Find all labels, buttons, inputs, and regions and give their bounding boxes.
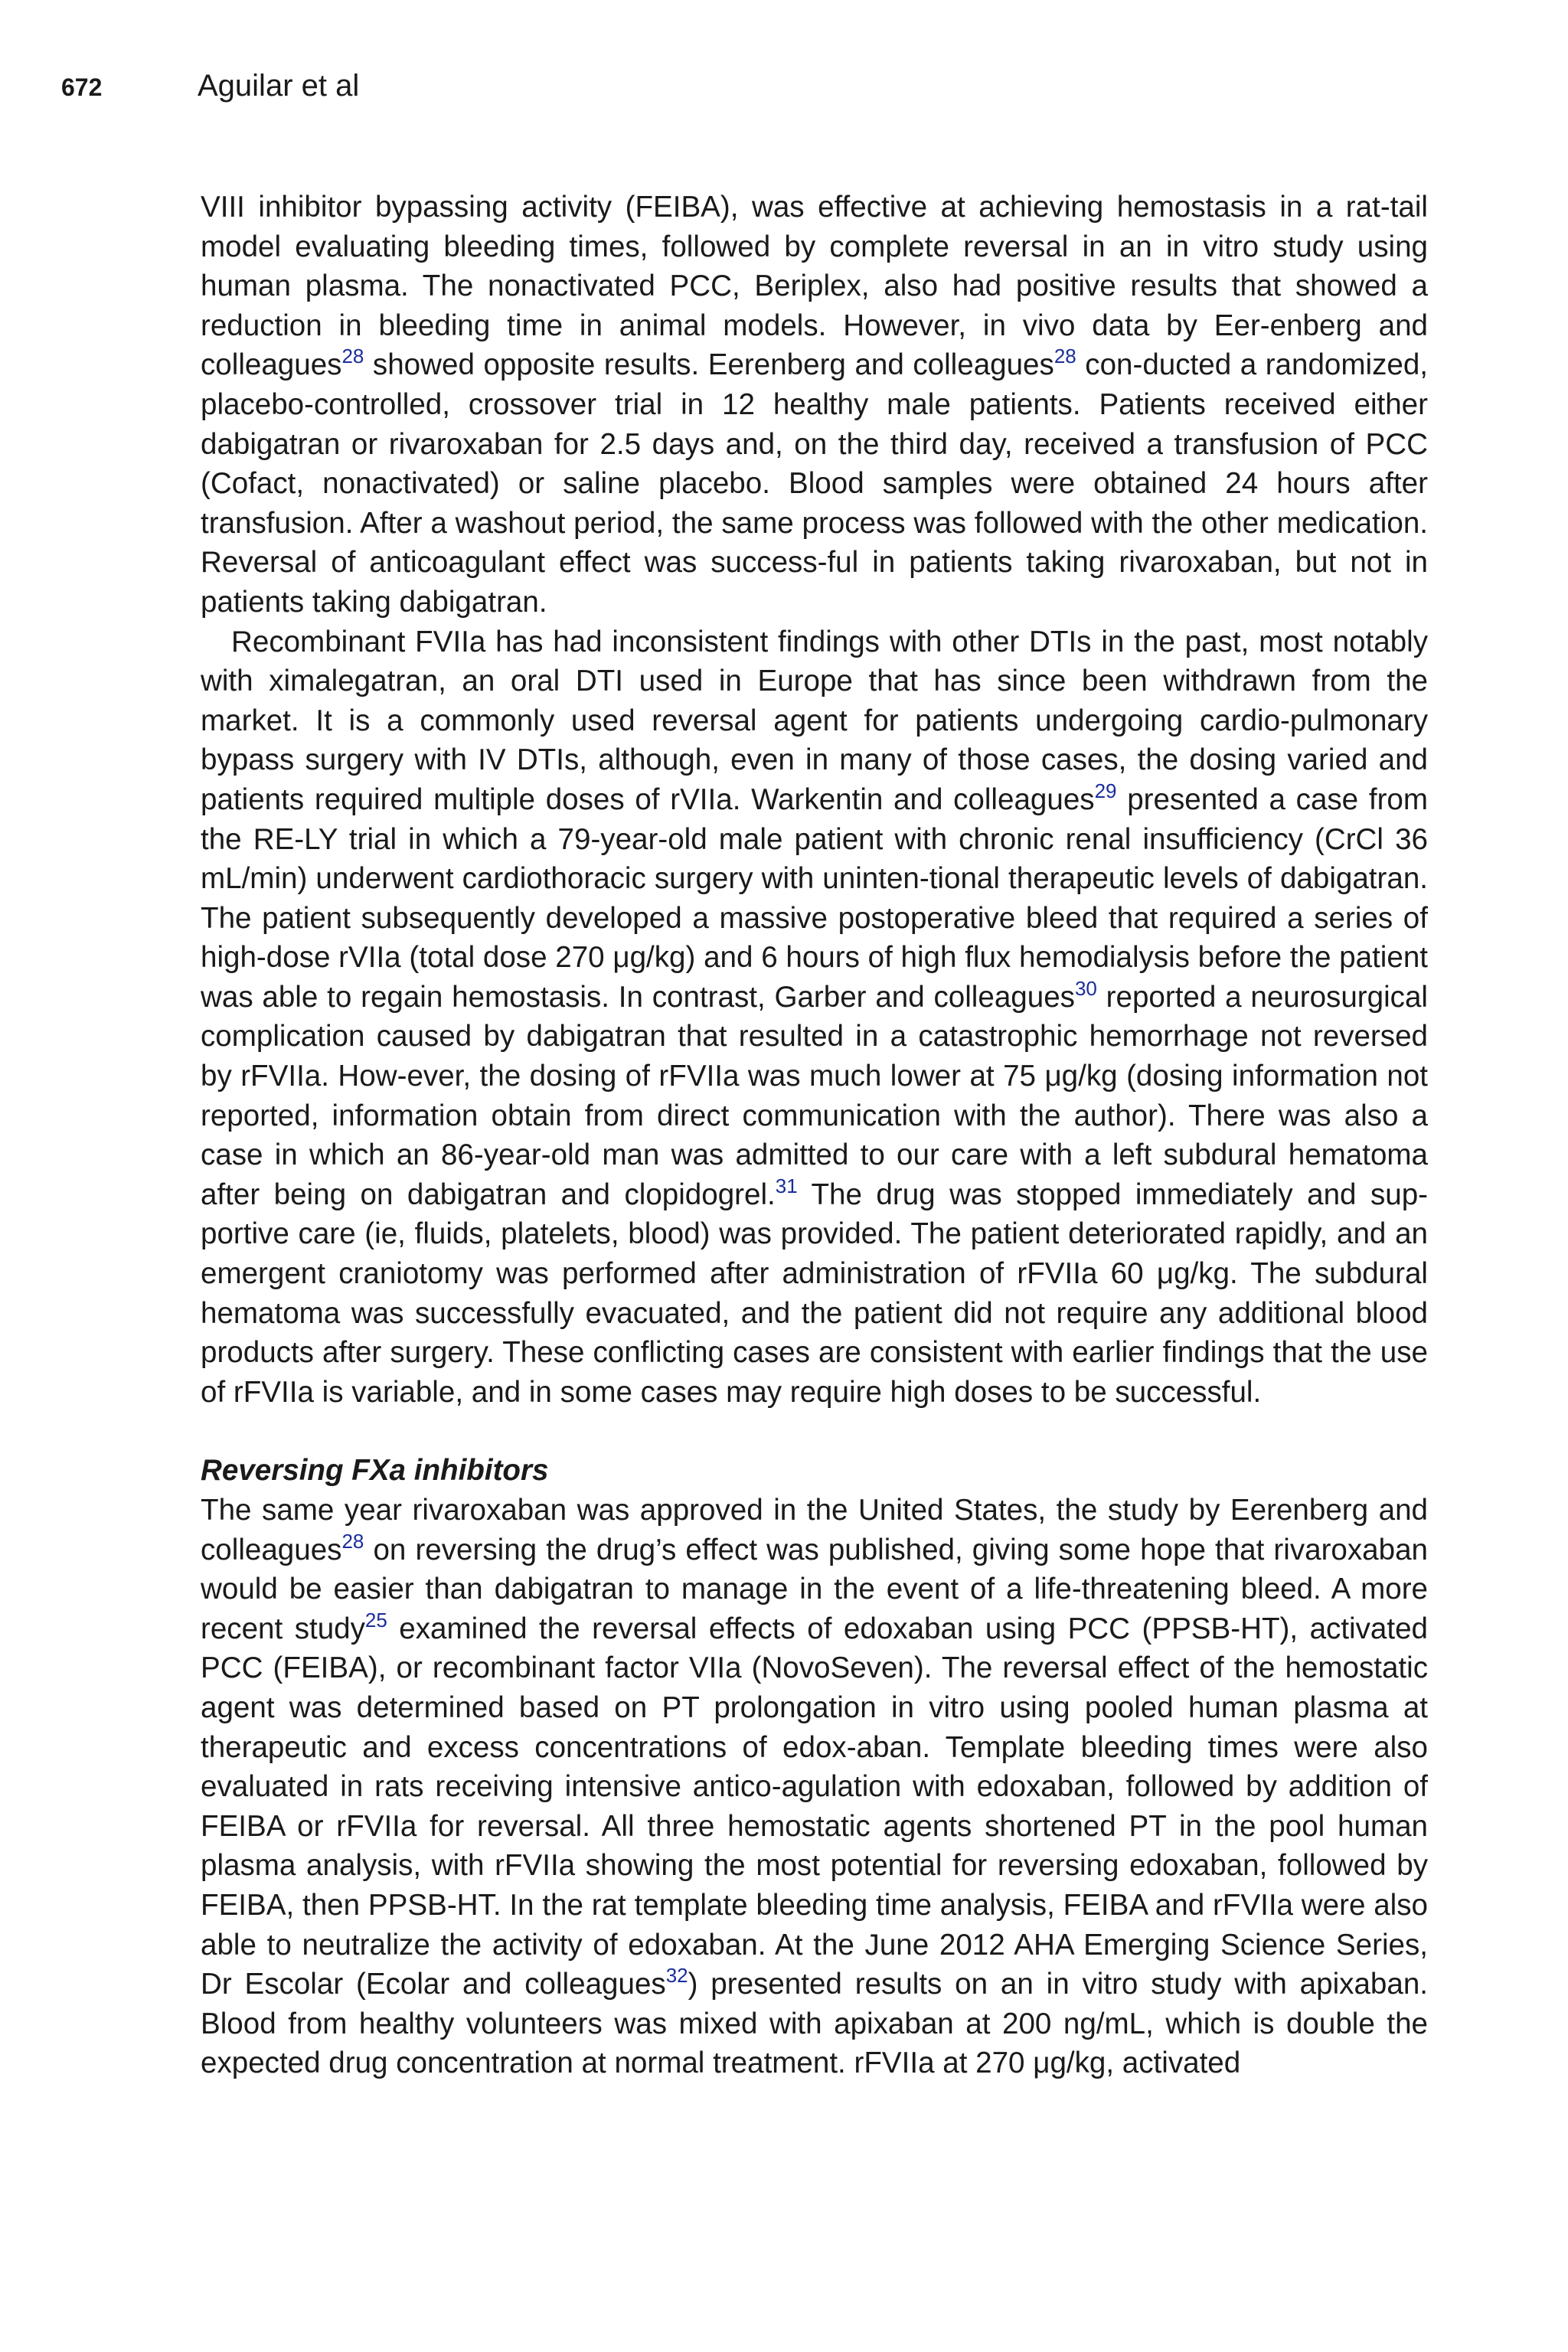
running-header — [61, 64, 359, 109]
article-body — [201, 188, 1428, 2083]
paragraph-1: VIII inhibitor bypassing activity (FEIBA), was effective at achieving hemostasis in a rat-tail model evaluating bleeding times, followed by complete reversal in an in vitro study using human plasma. The nonactivated PCC, Beriplex, also had positive results that showed a reduction in bleeding time in animal models. However, in vivo data by Eer-enberg and colleagues$^{28}$ showed opposite results. Eerenberg and colleagues$^{28}$ con-ducted a randomized, placebo-controlled, crossover trial in 12 healthy male patients. Patients received either dabigatran or rivaroxaban for 2.5 days and, on the third day, received a transfusion of PCC (Cofact, nonactivated) or saline placebo. Blood samples were obtained 24 hours after transfusion. After a washout period, the same process was followed with the other medication. Reversal of anticoagulant effect was success-ful in patients taking rivaroxaban, but not in patients taking dabigatran. — [201, 191, 1429, 619]
reference-28[interactable]: 28 — [1054, 345, 1076, 368]
paragraph-3: The same year rivaroxaban was approved in the United States, the study by Eerenberg and colleagues$^{28}$ on reversing the drug’s effect was published, giving some hope that rivaroxaban would be easier than dabigatran to manage in the event of a life-threatening bleed. A more recent study$^{25}$ examined the reversal effects of edoxaban using PCC (PPSB-HT), activated PCC (FEIBA), or recombinant factor VIIa (NovoSeven). The reversal effect of the hemostatic agent was determined based on PT prolongation in vitro using pooled human plasma at therapeutic and excess concentrations of edox-aban. Template bleeding times were also evaluated in rats receiving intensive antico-agulation with edoxaban, followed by addition of FEIBA or rFVIIa for reversal. All three hemostatic agents shortened PT in the pool human plasma analysis, with rFVIIa showing the most potential for reversing edoxaban, followed by FEIBA, then PPSB-HT. In the rat template bleeding time analysis, FEIBA and rFVIIa were also able to neutralize the activity of edoxaban. At the June 2012 AHA Emerging Science Series, Dr Escolar (Ecolar and colleagues$^{32}$) presented results on an in vitro study with apixaban. Blood from healthy volunteers was mixed with apixaban at 200 ng/mL, which is double the expected drug concentration at normal treatment. rFVIIa at 270 μg/kg, activated — [201, 1494, 1428, 2080]
reference-32[interactable]: 32 — [665, 1964, 688, 1988]
paragraph-2: Recombinant FVIIa has had inconsistent findings with other DTIs in the past, most notably with ximalegatran, an oral DTI used in Europe that has since been withdrawn from the market. It is a commonly used reversal agent for patients undergoing cardio-pulmonary bypass surgery with IV DTIs, although, even in many of those cases, the dosing varied and patients required multiple doses of rVIIa. Warkentin and colleagues$^{29}$ presented a case from the RE-LY trial in which a 79-year-old male patient with chronic renal insufficiency (CrCl 36 mL/min) underwent cardiothoracic surgery with uninten-tional therapeutic levels of dabigatran. The patient subsequently developed a massive postoperative bleed that required a series of high-dose rVIIa (total dose 270 μg/kg) and 6 hours of high flux hemodialysis before the patient was able to regain hemostasis. In contrast, Garber and colleagues$^{30}$ reported a neurosurgical complication caused by dabigatran that resulted in a catastrophic hemorrhage not reversed by rFVIIa. How-ever, the dosing of rFVIIa was much lower at 75 μg/kg (dosing information not reported, information obtain from direct communication with the author). There was also a case in which an 86-year-old man was admitted to our care with a left subdural hematoma after being on dabigatran and clopidogrel.$^{31}$ The drug was stopped immediately and sup-portive care (ie, fluids, platelets, blood) was provided. The patient deteriorated rapidly, and an emergent craniotomy was performed after administration of rFVIIa 60 μg/kg. The subdural hematoma was successfully evacuated, and the patient did not require any additional blood products after surgery. These conflicting cases are consistent with earlier findings that the use of rFVIIa is variable, and in some cases may require high doses to be successful. — [201, 625, 1429, 1409]
reference-28[interactable]: 28 — [341, 1529, 364, 1553]
section-heading: Reversing FXa inhibitors — [201, 1454, 549, 1488]
reference-31[interactable]: 31 — [775, 1174, 798, 1197]
reference-28[interactable]: 28 — [341, 345, 364, 368]
running-title: Aguilar et al — [198, 69, 360, 103]
page-number: 672 — [61, 74, 103, 101]
reference-29[interactable]: 29 — [1094, 779, 1117, 802]
reference-25[interactable]: 25 — [364, 1608, 387, 1632]
reference-30[interactable]: 30 — [1074, 976, 1097, 1000]
